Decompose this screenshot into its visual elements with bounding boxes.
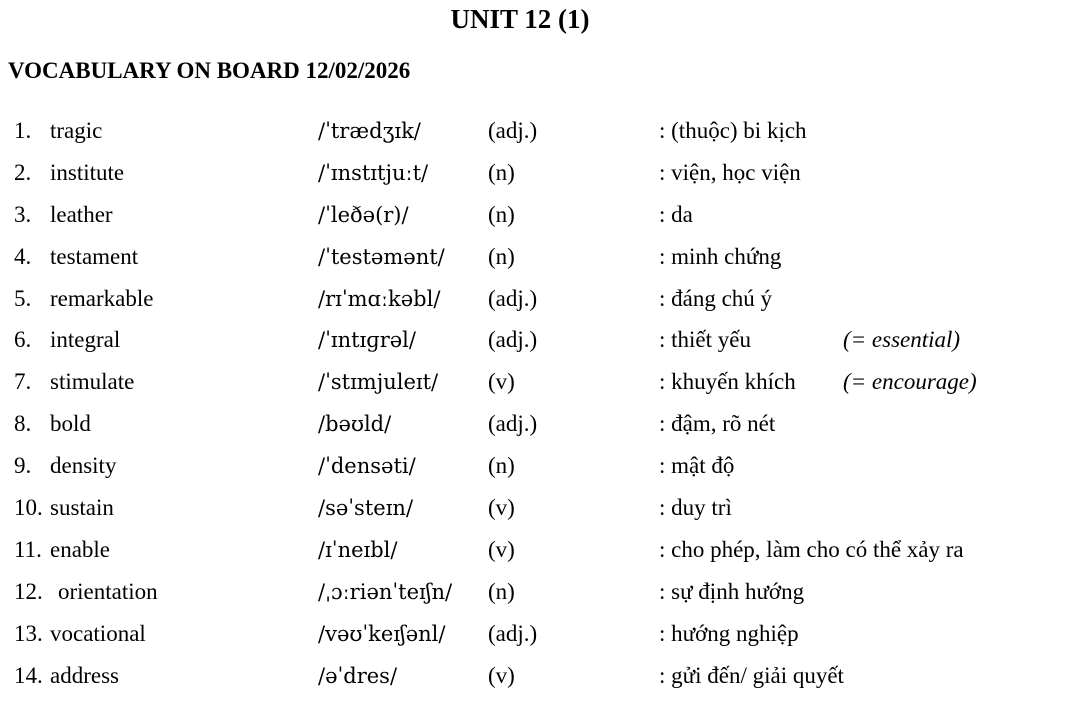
entry-meaning: : cho phép, làm cho có thể xảy ra <box>659 536 964 562</box>
entry-word: testament <box>50 243 139 269</box>
entry-number: 13. <box>14 620 43 646</box>
entry-word: remarkable <box>50 285 154 311</box>
entry-number: 8. <box>14 411 32 437</box>
entry-number: 6. <box>14 327 32 353</box>
entry-pronunciation: /rɪˈmɑːkəbl/ <box>318 286 441 311</box>
entry-part-of-speech: (adj.) <box>488 620 538 646</box>
entry-part-of-speech: (n) <box>488 159 515 185</box>
vocabulary-entry <box>0 534 1067 576</box>
vocabulary-entry <box>0 283 1067 325</box>
entry-word: integral <box>50 327 121 353</box>
entry-synonym-note: (= essential) <box>843 327 961 353</box>
entry-pronunciation: /bəʊld/ <box>318 412 392 437</box>
vocabulary-list <box>0 115 1067 701</box>
entry-part-of-speech: (v) <box>488 495 515 521</box>
vocabulary-entry <box>0 324 1067 366</box>
vocabulary-entry <box>0 199 1067 241</box>
entry-word: address <box>50 662 119 688</box>
entry-word: institute <box>50 159 125 185</box>
vocabulary-entry <box>0 366 1067 408</box>
entry-word: tragic <box>50 118 103 143</box>
vocabulary-heading: VOCABULARY ON BOARD 12/02/2026 <box>8 58 411 83</box>
entry-meaning: : da <box>659 201 693 227</box>
entry-meaning: : minh chứng <box>659 243 782 269</box>
entry-number: 10. <box>14 495 43 521</box>
entry-meaning: : (thuộc) bi kịch <box>659 118 807 143</box>
entry-meaning: : đáng chú ý <box>659 285 773 311</box>
entry-meaning: : gửi đến/ giải quyết <box>659 662 844 688</box>
entry-number: 5. <box>14 285 32 311</box>
entry-part-of-speech: (adj.) <box>488 411 538 437</box>
vocabulary-entry <box>0 450 1067 492</box>
entry-number: 4. <box>14 243 32 269</box>
entry-word: vocational <box>50 620 146 646</box>
entry-pronunciation: /ˈɪntɪɡrəl/ <box>318 328 416 353</box>
entry-pronunciation: /ˈtestəmənt/ <box>318 244 445 269</box>
vocabulary-entry <box>0 408 1067 450</box>
entry-part-of-speech: (v) <box>488 662 515 688</box>
entry-meaning: : mật độ <box>659 453 735 479</box>
entry-pronunciation: /ˈleðə(r)/ <box>318 202 409 227</box>
vocabulary-entry <box>0 618 1067 660</box>
entry-word: enable <box>50 536 111 562</box>
entry-pronunciation: /vəʊˈkeɪʃənl/ <box>318 621 446 646</box>
entry-pronunciation: /ˈɪnstɪtjuːt/ <box>318 160 429 185</box>
entry-number: 9. <box>14 453 32 479</box>
entry-pronunciation: /ˈdensəti/ <box>318 454 416 479</box>
entry-pronunciation: /ˌɔːriənˈteɪʃn/ <box>318 579 453 604</box>
entry-number: 3. <box>14 201 32 227</box>
entry-meaning: : hướng nghiệp <box>659 620 799 646</box>
vocabulary-entry <box>0 576 1067 618</box>
entry-word: bold <box>50 411 91 437</box>
entry-number: 11. <box>14 536 42 562</box>
entry-pronunciation: /ɪˈneɪbl/ <box>318 537 398 562</box>
entry-part-of-speech: (adj.) <box>488 285 538 311</box>
entry-word: stimulate <box>50 369 135 395</box>
entry-part-of-speech: (adj.) <box>488 118 538 143</box>
vocabulary-entry <box>0 241 1067 283</box>
entry-meaning: : sự định hướng <box>659 578 805 604</box>
entry-word: density <box>50 453 117 479</box>
entry-pronunciation: /səˈsteɪn/ <box>318 496 414 521</box>
vocabulary-entry <box>0 115 1067 157</box>
entry-word: sustain <box>50 495 114 521</box>
entry-number: 1. <box>14 118 32 143</box>
entry-part-of-speech: (n) <box>488 453 515 479</box>
entry-pronunciation: /ˈtrædʒɪk/ <box>318 119 421 143</box>
entry-part-of-speech: (adj.) <box>488 327 538 353</box>
entry-meaning: : thiết yếu <box>659 327 751 353</box>
entry-part-of-speech: (v) <box>488 369 515 395</box>
entry-word: orientation <box>58 578 158 604</box>
entry-meaning: : khuyến khích <box>659 369 796 395</box>
entry-meaning: : viện, học viện <box>659 159 801 185</box>
entry-part-of-speech: (n) <box>488 578 515 604</box>
entry-number: 2. <box>14 159 32 185</box>
entry-number: 14. <box>14 662 43 688</box>
entry-pronunciation: /əˈdres/ <box>318 663 398 688</box>
entry-meaning: : duy trì <box>659 495 732 521</box>
entry-synonym-note: (= encourage) <box>843 369 977 395</box>
vocabulary-entry <box>0 660 1067 702</box>
entry-number: 12. <box>14 578 43 604</box>
page-title: UNIT 12 (1) <box>450 4 590 34</box>
vocabulary-entry <box>0 157 1067 199</box>
entry-meaning: : đậm, rõ nét <box>659 411 776 437</box>
vocabulary-entry <box>0 492 1067 534</box>
entry-part-of-speech: (n) <box>488 243 515 269</box>
entry-part-of-speech: (v) <box>488 536 515 562</box>
entry-pronunciation: /ˈstɪmjuleɪt/ <box>318 370 439 395</box>
entry-word: leather <box>50 201 113 227</box>
entry-part-of-speech: (n) <box>488 201 515 227</box>
entry-number: 7. <box>14 369 32 395</box>
